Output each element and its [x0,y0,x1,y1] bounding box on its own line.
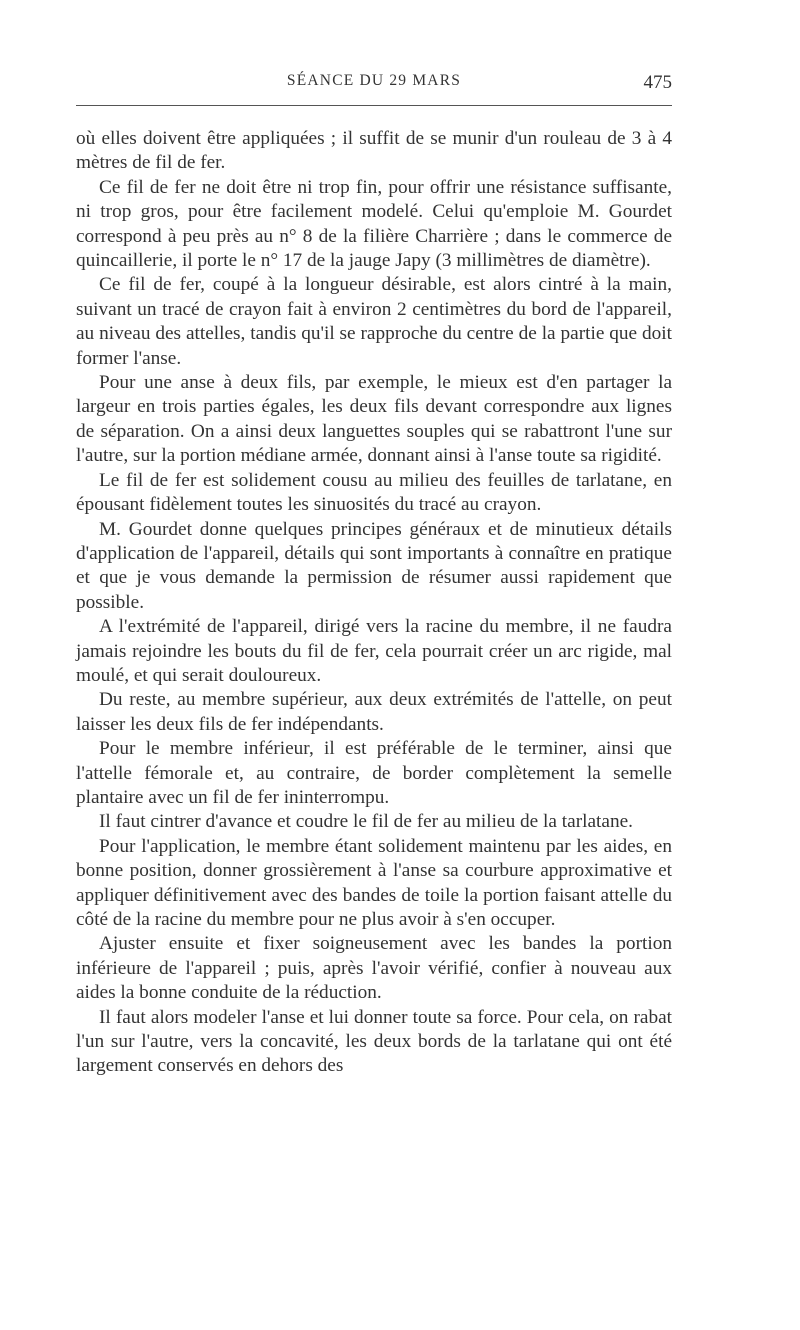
paragraph-extremity: A l'extrémité de l'appareil, dirigé vers la racine du membre, il ne faudra jamais rejoindre les bouts du fil de fer, cela pourrait créer un arc rigide, mal moulé, et qui serait douloureux. [76,616,672,686]
paragraph-application: Pour l'application, le membre étant solidement maintenu par les aides, en bonne position, donner grossièrement à l'anse sa courbure approximative et appliquer définitivement avec des bandes de toile la portion faisant attelle du côté de la racine du membre pour ne plus avoir à s'en occuper. [76,835,672,930]
paragraph-wire-gauge: Ce fil de fer ne doit être ni trop fin, pour offrir une résistance suffisante, ni trop gros, pour être facilement modelé. Celui qu'emploie M. Gourdet correspond à peu près au n° 8 de la filière Charrière ; dans le commerce de quincaillerie, il porte le n° 17 de la jauge Japy (3 millimètres de diamètre). [76,176,672,272]
page-number: 475 [643,72,672,93]
paragraph-two-wire-handle: Pour une anse à deux fils, par exemple, le mieux est d'en partager la largeur en trois parties égales, les deux fils devant correspondre aux lignes de séparation. On a ainsi deux languettes souples qui se rabattront l'une sur l'autre, sur la portion médiane armée, donnant ainsi à l'anse toute sa rigidité. [76,372,672,467]
paragraph-wire-bending: Ce fil de fer, coupé à la longueur désirable, est alors cintré à la main, suivant un tracé de crayon fait à environ 2 centimètres du bord de l'appareil, au niveau des attelles, tandis qu'il se rapproche du centre de la partie que doit former l'anse. [76,274,672,369]
paragraph-model-handle: Il faut alors modeler l'anse et lui donner toute sa force. Pour cela, on rabat l'un sur l'autre, vers la concavité, les deux bords de la tarlatane qui ont été largement conservés en dehors des [76,1006,672,1077]
paragraph-sewing: Le fil de fer est solidement cousu au milieu des feuilles de tarlatane, en épousant fidèlement toutes les sinuosités du tracé au crayon. [76,469,672,516]
body-text [76,127,672,1079]
paragraph-principles: M. Gourdet donne quelques principes généraux et de minutieux détails d'application de l'appareil, détails qui sont importants à connaître en pratique et que je vous demande la permission de résumer aussi rapidement que possible. [76,518,672,613]
paragraph-lower-limb: Pour le membre inférieur, il est préférable de le terminer, ainsi que l'attelle fémorale et, au contraire, de border complètement la semelle plantaire avec un fil de fer ininterrompu. [76,738,672,808]
running-head: SÉANCE DU 29 MARS [286,72,462,89]
header-rule [76,105,672,106]
paragraph-upper-limb: Du reste, au membre supérieur, aux deux extrémités de l'attelle, on peut laisser les deux fils de fer indépendants. [76,689,672,735]
paragraph-continued: où elles doivent être appliquées ; il suffit de se munir d'un rouleau de 3 à 4 mètres de fil de fer. [76,128,672,174]
paragraph-adjust: Ajuster ensuite et fixer soigneusement avec les bandes la portion inférieure de l'appareil ; puis, après l'avoir vérifié, confier à nouveau aux aides la bonne conduite de la réduction. [76,933,672,1004]
paragraph-bend-in-advance: Il faut cintrer d'avance et coudre le fil de fer au milieu de la tarlatane. [99,811,633,833]
page-header [76,72,672,102]
